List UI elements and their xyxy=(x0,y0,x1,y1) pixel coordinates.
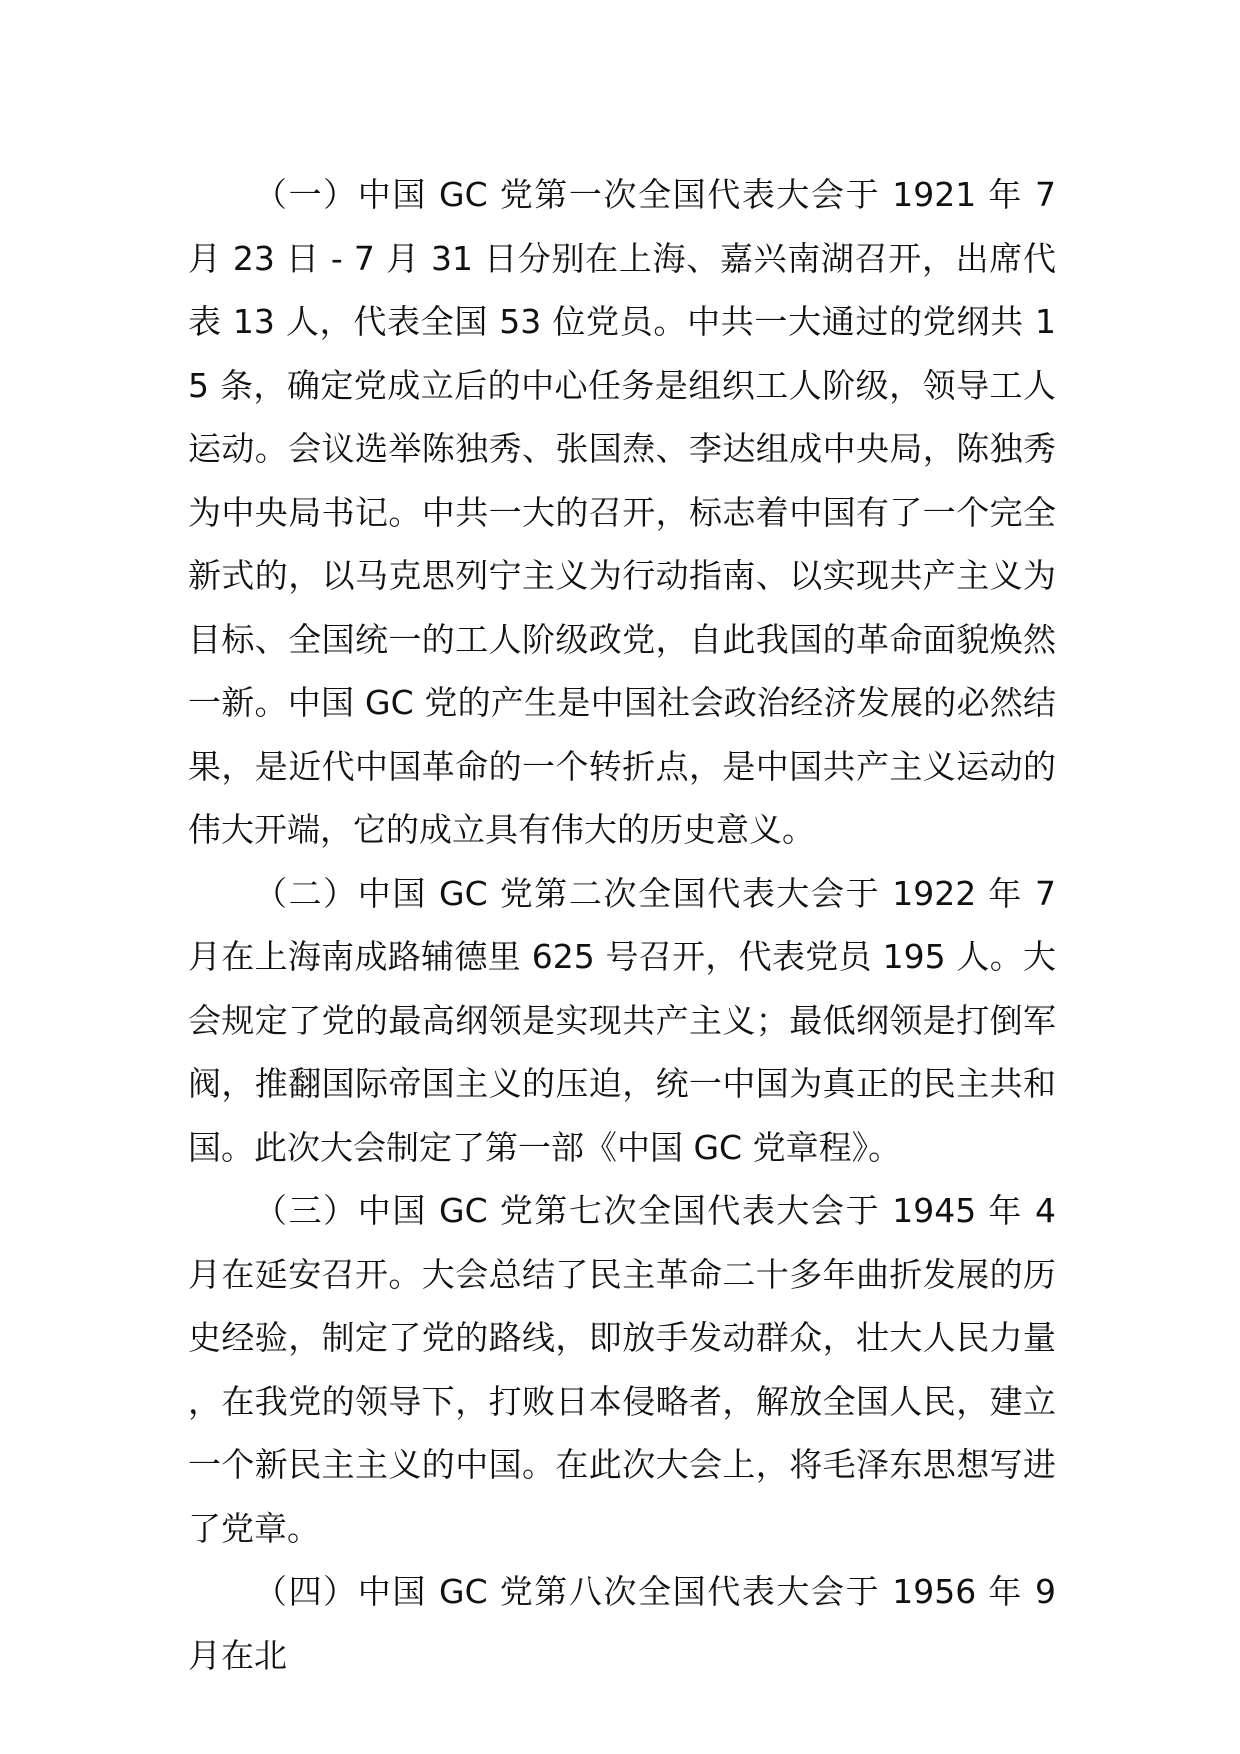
paragraph-seventh-congress: （三）中国 GC 党第七次全国代表大会于 1945 年 4 月在延安召开。大会总结了民主革命二十多年曲折发展的历史经验，制定了党的路线，即放手发动群众，壮大人民力量，在我党的领导下，打败日本侵略者，解放全国人民，建立一个新民主主义的中国。在此次大会上，将毛泽东思想写进了党章。 xyxy=(188,1191,1056,1548)
paragraph-first-congress: （一）中国 GC 党第一次全国代表大会于 1921 年 7 月 23 日 - 7 月 31 日分别在上海、嘉兴南湖召开，出席代表 13 人，代表全国 53 位党员。中共一大通过的党纲共 15 条，确定党成立后的中心任务是组织工人阶级，领导工人运动。会议选举陈独秀、张国焘、李达组成中央局，陈独秀为中央局书记。中共一大的召开，标志着中国有了一个完全新式的，以马克思列宁主义为行动指南、以实现共产主义为目标、全国统一的工人阶级政党，自此我国的革命面貌焕然一新。中国 GC 党的产生是中国社会政治经济发展的必然结果，是近代中国革命的一个转折点，是中国共产主义运动的伟大开端，它的成立具有伟大的历史意义。 xyxy=(188,175,1056,849)
document-body xyxy=(188,163,1056,1687)
paragraph-second-congress: （二）中国 GC 党第二次全国代表大会于 1922 年 7 月在上海南成路辅德里 625 号召开，代表党员 195 人。大会规定了党的最高纲领是实现共产主义；最低纲领是打倒军阀，推翻国际帝国主义的压迫，统一中国为真正的民主共和国。此次大会制定了第一部《中国 GC 党章程》。 xyxy=(188,873,1056,1167)
paragraph-eighth-congress: （四）中国 GC 党第八次全国代表大会于 1956 年 9 月在北 xyxy=(188,1572,1056,1675)
